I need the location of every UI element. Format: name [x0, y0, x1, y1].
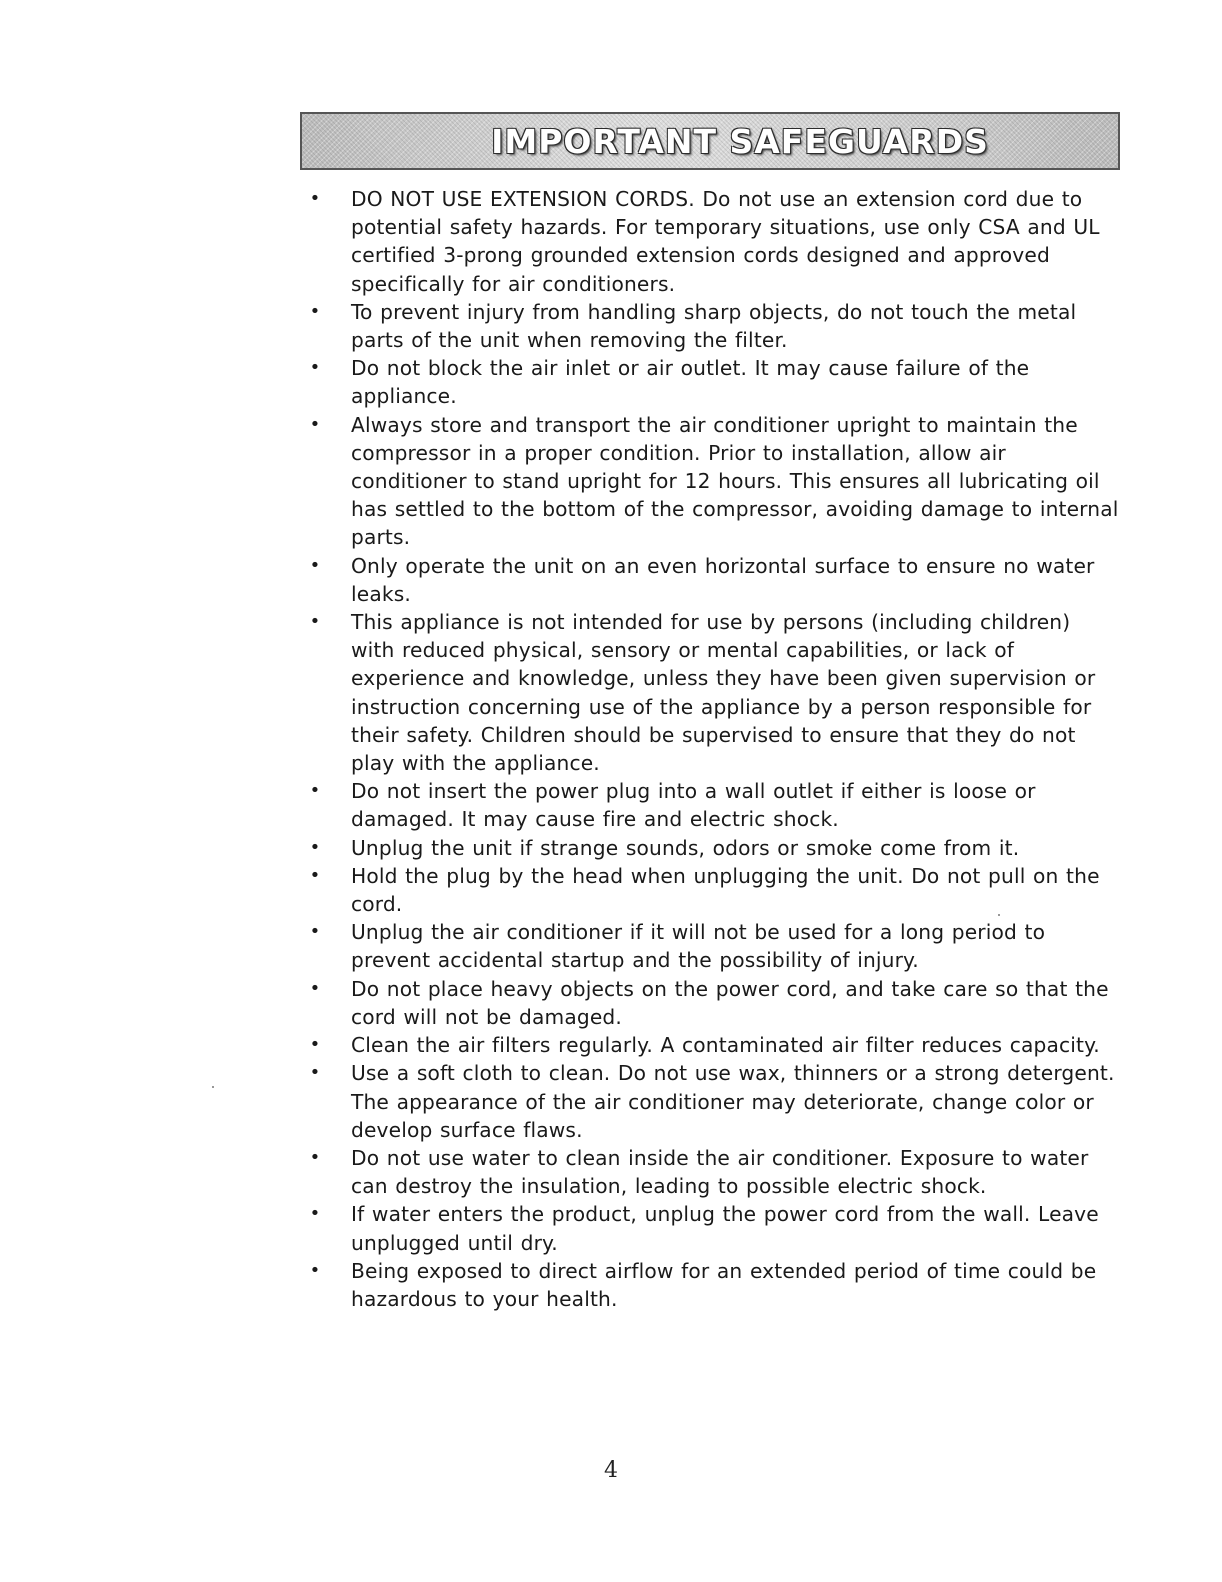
safeguard-text: Always store and transport the air conditioner upright to maintain the compressor in a proper condition. Prior to installation, allow air conditioner to stand upright for 12 hours. This ensures all lubricating oil has settled to the bottom of the compressor, avoiding damage to internal parts.: [351, 412, 1119, 550]
title-banner: [300, 112, 1120, 170]
list-item: [305, 834, 1120, 862]
safeguard-text: Do not use water to clean inside the air conditioner. Exposure to water can destroy the insulation, leading to possible electric shock.: [351, 1145, 1089, 1199]
list-item: [305, 1144, 1120, 1200]
safeguard-text: Unplug the unit if strange sounds, odors or smoke come from it.: [351, 835, 1020, 860]
list-item: [305, 185, 1120, 298]
list-item: [305, 777, 1120, 833]
bullet-icon: •: [309, 1146, 321, 1168]
scan-speck: [212, 1086, 214, 1088]
list-item: [305, 1200, 1120, 1256]
scan-speck: [998, 914, 1000, 916]
list-item: [305, 1059, 1120, 1144]
bullet-icon: •: [309, 611, 321, 633]
bullet-icon: •: [309, 977, 321, 999]
list-item: [305, 608, 1120, 777]
safeguard-text: Do not insert the power plug into a wall outlet if either is loose or damaged. It may cause fire and electric shock.: [351, 779, 1036, 832]
bullet-icon: •: [309, 1062, 321, 1084]
safeguard-text: Clean the air filters regularly. A contaminated air filter reduces capacity.: [351, 1033, 1100, 1058]
bullet-icon: •: [309, 188, 321, 209]
safeguard-text: Being exposed to direct airflow for an extended period of time could be hazardous to your health.: [351, 1258, 1097, 1311]
bullet-icon: •: [309, 780, 321, 802]
safeguard-text: This appliance is not intended for use by persons (including children) with reduced physical, sensory or mental capabilities, or lack of experience and knowledge, unless they have been given supervision or instruction concerning use of the appliance by a person responsible for their safety. Children should be supervised to ensure that they do not play with the appliance.: [351, 610, 1096, 776]
page-title: IMPORTANT SAFEGUARDS: [491, 121, 989, 161]
bullet-icon: •: [309, 864, 321, 886]
bullet-icon: •: [309, 300, 321, 322]
page-number: 4: [604, 1458, 618, 1483]
list-item: [305, 298, 1120, 354]
safeguard-text: Unplug the air conditioner if it will not be used for a long period to prevent accidental startup and the possibility of injury.: [351, 920, 1046, 973]
safeguard-text: Do not place heavy objects on the power cord, and take care so that the cord will not be damaged.: [351, 976, 1109, 1029]
list-item: [305, 918, 1120, 974]
list-item: [305, 552, 1120, 608]
safeguard-text: Use a soft cloth to clean. Do not use wax, thinners or a strong detergent. The appearance of the air conditioner may deteriorate, change color or develop surface flaws.: [351, 1061, 1115, 1142]
safeguard-list: [305, 185, 1120, 1313]
safeguard-text: If water enters the product, unplug the power cord from the wall. Leave unplugged until dry.: [351, 1202, 1099, 1255]
list-item: [305, 1257, 1120, 1313]
list-item: [305, 411, 1120, 552]
bullet-icon: •: [309, 554, 321, 576]
list-item: [305, 975, 1120, 1031]
list-item: [305, 1031, 1120, 1059]
bullet-icon: •: [309, 413, 321, 435]
bullet-icon: •: [309, 921, 321, 943]
list-item: [305, 862, 1120, 918]
bullet-icon: •: [309, 1259, 321, 1281]
safeguard-text: Only operate the unit on an even horizontal surface to ensure no water leaks.: [351, 553, 1095, 606]
list-item: [305, 354, 1120, 410]
safeguard-text: Do not block the air inlet or air outlet. It may cause failure of the appliance.: [351, 356, 1030, 409]
bullet-icon: •: [309, 1203, 321, 1225]
bullet-icon: •: [309, 836, 321, 858]
bullet-icon: •: [309, 1034, 321, 1056]
safeguard-text: To prevent injury from handling sharp objects, do not touch the metal parts of the unit when removing the filter.: [351, 299, 1077, 353]
bullet-icon: •: [309, 357, 321, 379]
safeguard-text: Hold the plug by the head when unplugging the unit. Do not pull on the cord.: [351, 863, 1100, 917]
safeguard-text: DO NOT USE EXTENSION CORDS. Do not use an extension cord due to potential safety hazards. For temporary situations, use only CSA and UL certified 3-prong grounded extension cords designed and approved specifically for air conditioners.: [351, 187, 1100, 296]
